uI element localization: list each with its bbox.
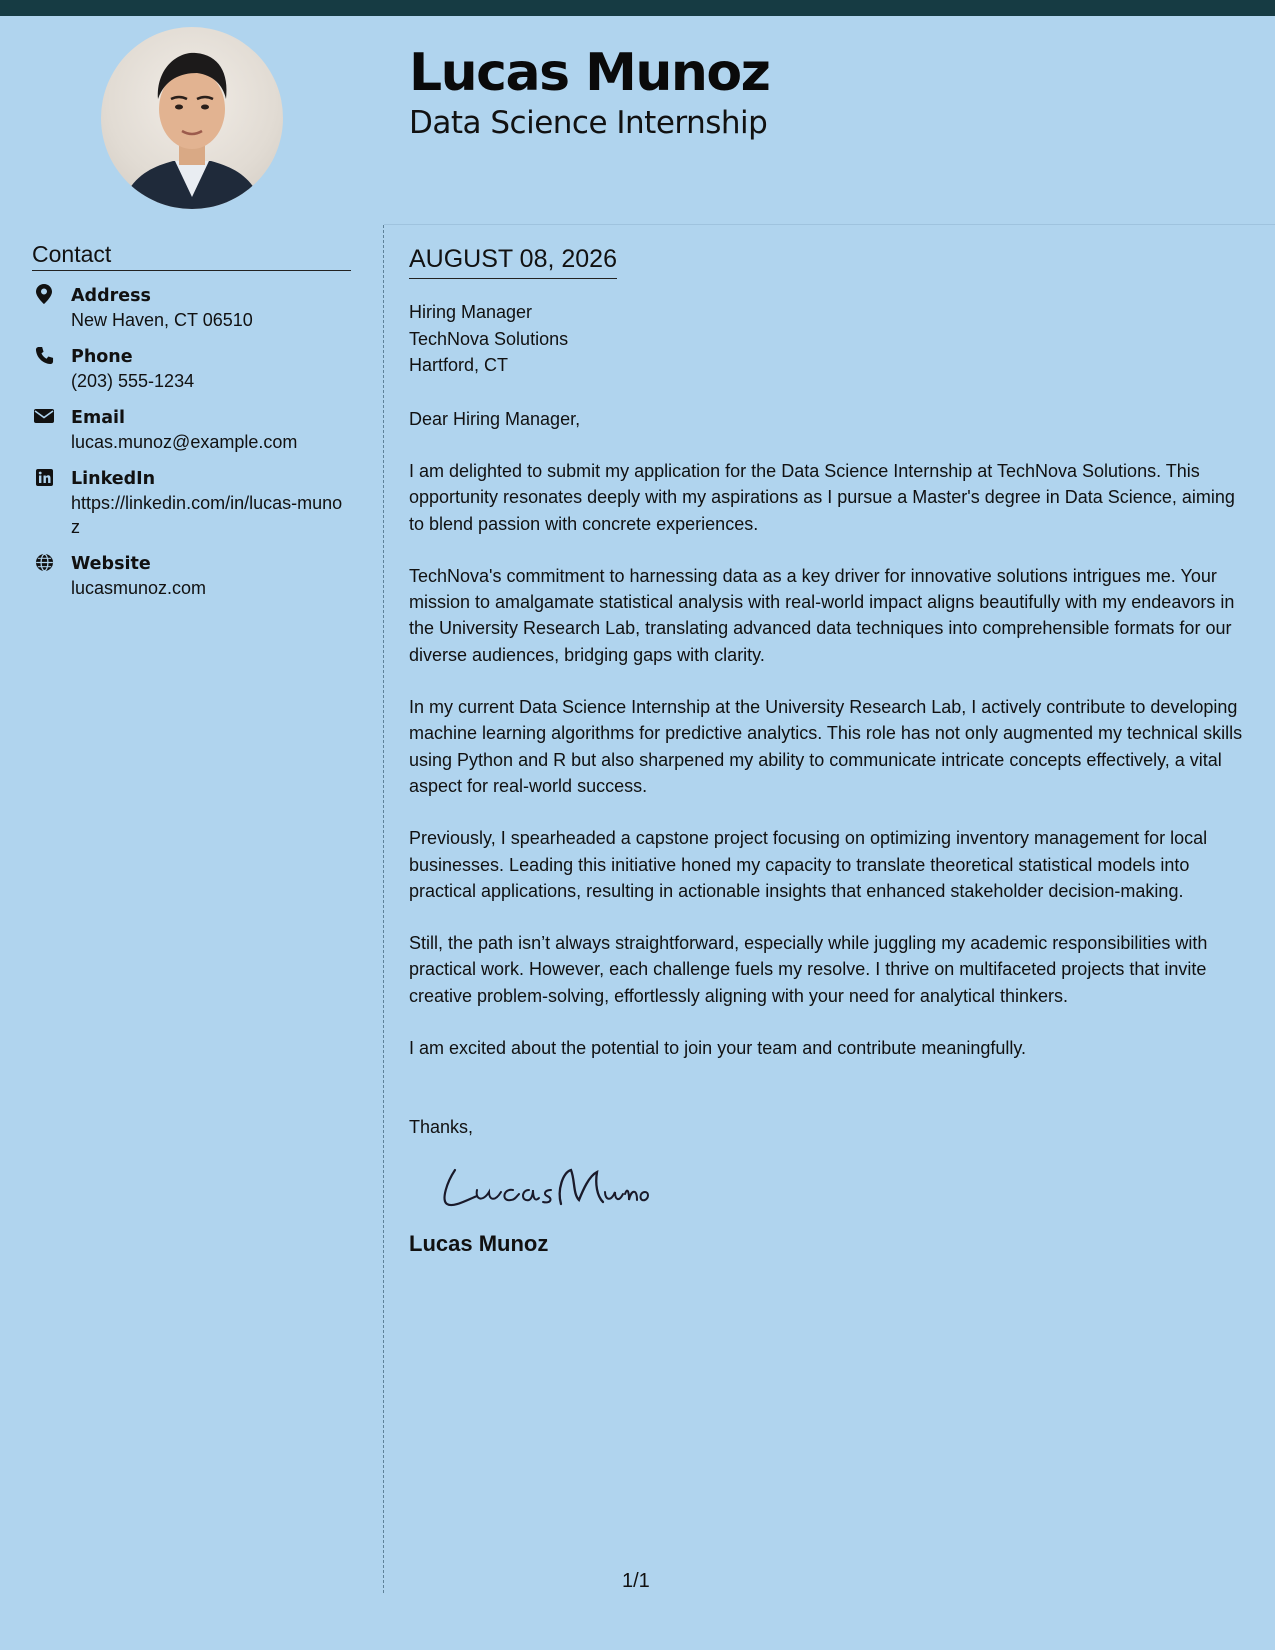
- letter-paragraph: TechNova's commitment to harnessing data as a key driver for innovative solutions intrigues me. Your mission to amalgamate statistical analysis with real-world impact aligns beautifully with my endeavors in the University Research Lab, translating advanced data techniques into comprehensible formats for our diverse audiences, bridging gaps with clarity.: [409, 565, 1235, 665]
- recipient-line: Hiring Manager: [409, 302, 533, 322]
- recipient-block: [409, 299, 1252, 379]
- contact-value-website[interactable]: lucasmunoz.com: [71, 578, 207, 598]
- contact-value-phone: (203) 555-1234: [71, 371, 195, 391]
- contact-item-website: [32, 552, 351, 600]
- contact-label-linkedin: LinkedIn: [71, 469, 156, 489]
- letter-paragraph: Still, the path isn’t always straightforward, especially while juggling my academic responsibilities with practical work. However, each challenge fuels my resolve. I thrive on multifaceted projects that invite creative problem-solving, effortlessly aligning with your need for analytical thinkers.: [409, 933, 1208, 1006]
- position-title: Data Science Internship: [409, 105, 768, 141]
- contact-label-phone: Phone: [71, 347, 133, 367]
- header-divider: [384, 224, 1275, 225]
- profile-photo: [101, 27, 283, 209]
- contact-heading: Contact: [32, 240, 351, 271]
- contact-label-website: Website: [71, 554, 151, 574]
- closing: Thanks,: [409, 1117, 474, 1138]
- contact-label-address: Address: [71, 286, 151, 306]
- letter-paragraph: Previously, I spearheaded a capstone project focusing on optimizing inventory management for local businesses. Leading this initiative honed my capacity to translate theoretical statistical models into practical applications, resulting in actionable insights that enhanced stakeholder decision-making.: [409, 828, 1208, 901]
- contact-value-email: lucas.munoz@example.com: [71, 432, 298, 452]
- contact-sidebar: [32, 240, 351, 613]
- contact-list: [32, 284, 351, 600]
- handwritten-signature: [433, 1160, 653, 1216]
- map-pin-icon: [34, 284, 54, 304]
- globe-icon: [34, 552, 54, 572]
- contact-item-linkedin: [32, 467, 351, 539]
- signed-name: Lucas Munoz: [409, 1231, 549, 1257]
- letter-date: AUGUST 08, 2026: [409, 244, 617, 279]
- contact-value-linkedin[interactable]: https://linkedin.com/in/lucas-munoz: [71, 493, 343, 537]
- top-accent-bar: [0, 0, 1275, 16]
- contact-label-email: Email: [71, 408, 125, 428]
- contact-item-address: [32, 284, 351, 332]
- letter-paragraph: I am delighted to submit my application for the Data Science Internship at TechNova Solutions. This opportunity resonates deeply with my aspirations as I pursue a Master's degree in Data Science, aiming to blend passion with concrete experiences.: [409, 461, 1235, 534]
- letter-body: [409, 244, 1252, 1258]
- recipient-line: Hartford, CT: [409, 355, 509, 375]
- salutation: Dear Hiring Manager,: [409, 408, 581, 429]
- header: [409, 40, 769, 140]
- letter-paragraph: In my current Data Science Internship at the University Research Lab, I actively contribute to developing machine learning algorithms for predictive analytics. This role has not only augmented my technical skills using Python and R but also sharpened my ability to communicate intricate concepts effectively, a vital aspect for real-world success.: [409, 697, 1243, 796]
- contact-value-address: New Haven, CT 06510: [71, 310, 253, 330]
- recipient-line: TechNova Solutions: [409, 328, 569, 349]
- linkedin-icon: [34, 467, 54, 487]
- page-number: 1/1: [622, 1570, 650, 1592]
- phone-icon: [34, 345, 54, 365]
- contact-item-phone: [32, 345, 351, 393]
- applicant-name: Lucas Munoz: [409, 43, 770, 103]
- envelope-icon: [34, 406, 54, 426]
- contact-item-email: [32, 406, 351, 454]
- column-divider: [383, 225, 384, 1593]
- letter-paragraph: I am excited about the potential to join your team and contribute meaningfully.: [409, 1038, 1027, 1059]
